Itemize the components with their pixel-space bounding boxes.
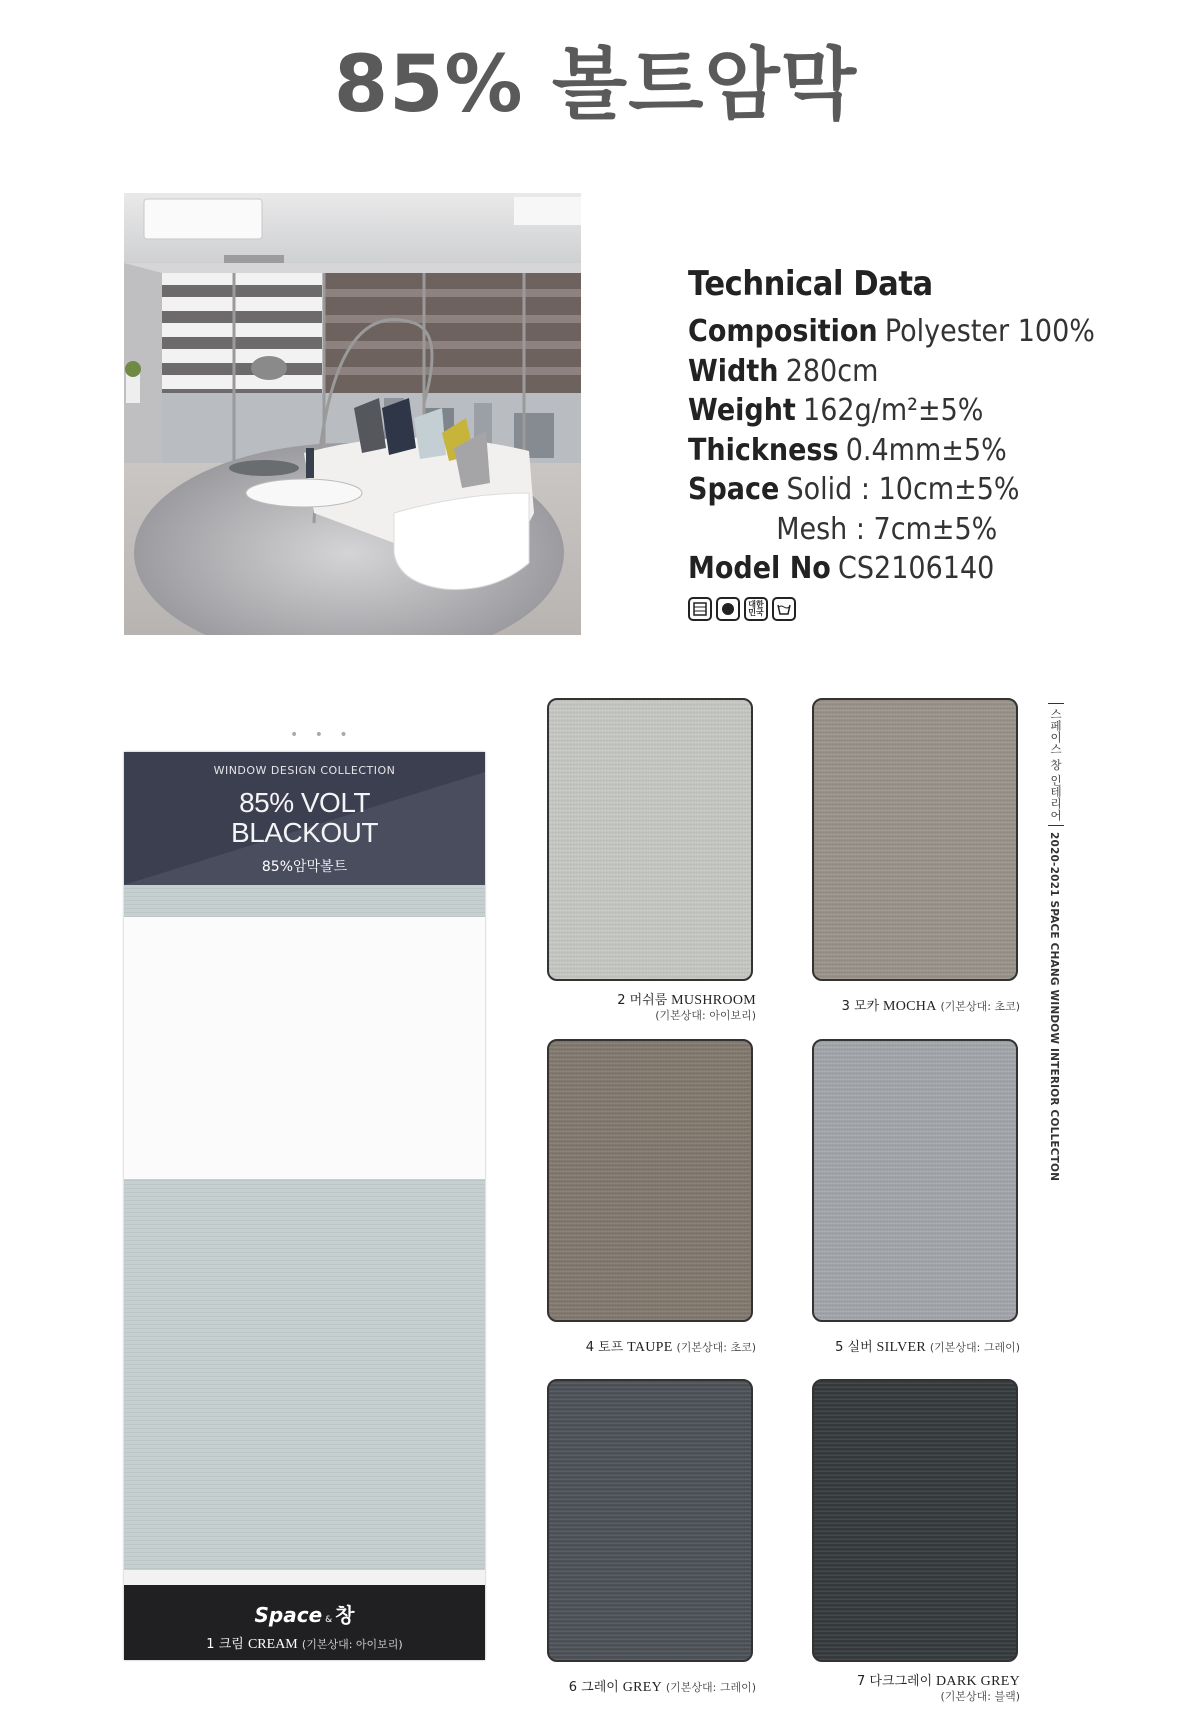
room-photo <box>124 193 581 635</box>
technical-data <box>688 264 1148 621</box>
carousel-dots: • • • <box>290 727 354 743</box>
spec-label: Composition <box>688 314 878 349</box>
spec-value: Solid : 10cm±5% <box>786 472 1020 507</box>
swatch-grey <box>547 1379 753 1662</box>
swatch-caption <box>812 1340 1020 1355</box>
spec-label: Model No <box>688 551 831 586</box>
book-collection-label: WINDOW DESIGN COLLECTION <box>213 764 396 777</box>
brand-name: Space <box>254 1603 323 1627</box>
side-collection-text <box>1048 703 1064 1182</box>
swatch-caption <box>547 993 756 1023</box>
swatch-mocha <box>812 698 1018 981</box>
spec-model <box>688 549 1102 589</box>
book-caption <box>124 1633 485 1653</box>
spec-width <box>688 352 1102 392</box>
spec-value: 0.4mm±5% <box>845 432 1007 468</box>
spec-value: 280cm <box>785 353 879 389</box>
side-text-ko: 스페이스 창 인테리어 <box>1048 703 1064 826</box>
spec-label: Thickness <box>688 432 839 468</box>
swatch-caption <box>547 1680 756 1695</box>
caption-note: (기본상대: 블랙) <box>940 1690 1020 1703</box>
spec-thickness <box>688 431 1102 471</box>
wash-icon <box>772 597 796 621</box>
swatch-caption <box>812 1674 1020 1704</box>
caption-en: MUSHROOM <box>671 993 756 1008</box>
caption-ko: 4 토프 <box>585 1340 624 1355</box>
technical-data-heading: Technical Data <box>688 264 933 304</box>
spec-label: Width <box>688 353 779 389</box>
spec-weight <box>688 391 1102 431</box>
caption-note: (기본상대: 아이보리) <box>301 1638 403 1651</box>
blind-icon <box>688 597 712 621</box>
book-cover-header <box>124 752 485 885</box>
caption-ko: 2 머쉬룸 <box>617 993 668 1008</box>
sample-book <box>124 752 485 1660</box>
caption-note: (기본상대: 초코) <box>940 1000 1020 1013</box>
spec-value: CS2106140 <box>838 551 995 586</box>
book-subtitle: 85%암막볼트 <box>261 859 348 875</box>
caption-note: (기본상대: 아이보리) <box>655 1009 756 1022</box>
swatch-caption <box>547 1340 756 1355</box>
blackout-icon <box>716 597 740 621</box>
caption-ko: 5 실버 <box>835 1340 873 1355</box>
book-cover-footer <box>124 1585 485 1660</box>
swatch-dark-grey <box>812 1379 1018 1662</box>
book-title: 85% VOLT BLACKOUT <box>231 787 378 848</box>
caption-en: SILVER <box>876 1340 926 1355</box>
caption-en: CREAM <box>247 1637 298 1652</box>
spec-label: Space <box>688 472 780 507</box>
spec-value: 162g/m²±5% <box>803 393 984 428</box>
caption-ko: 1 크림 <box>206 1637 244 1652</box>
swatch-mushroom <box>547 698 753 981</box>
korea-made-icon: 대한민국 <box>744 597 768 621</box>
care-icons <box>688 597 1148 621</box>
swatch-silver <box>812 1039 1018 1322</box>
page-title: 85% 볼트암막 <box>333 40 858 130</box>
side-text-en: 2020-2021 SPACE CHANG WINDOW INTERIOR COLLECTON <box>1048 832 1060 1182</box>
spec-space <box>688 470 1102 510</box>
caption-note: (기본상대: 초코) <box>676 1341 756 1354</box>
caption-en: DARK GREY <box>936 1674 1020 1689</box>
caption-ko: 6 그레이 <box>568 1680 619 1695</box>
caption-note: (기본상대: 그레이) <box>665 1681 756 1694</box>
caption-en: GREY <box>622 1680 662 1695</box>
brand-name-ko: 창 <box>335 1603 355 1627</box>
spec-composition <box>688 312 1102 352</box>
caption-note: (기본상대: 그레이) <box>929 1341 1020 1354</box>
brand-logo <box>124 1599 485 1628</box>
caption-ko: 3 모카 <box>841 999 880 1014</box>
caption-en: MOCHA <box>883 999 937 1014</box>
spec-space-mesh <box>688 510 1102 550</box>
swatch-taupe <box>547 1039 753 1322</box>
caption-en: TAUPE <box>627 1340 673 1355</box>
swatch-caption <box>812 999 1020 1014</box>
brand-and: & <box>325 1615 333 1625</box>
spec-value: Mesh : 7cm±5% <box>776 511 998 547</box>
spec-value: Polyester 100% <box>884 314 1095 349</box>
caption-ko: 7 다크그레이 <box>856 1674 933 1689</box>
spec-label: Weight <box>688 393 796 428</box>
